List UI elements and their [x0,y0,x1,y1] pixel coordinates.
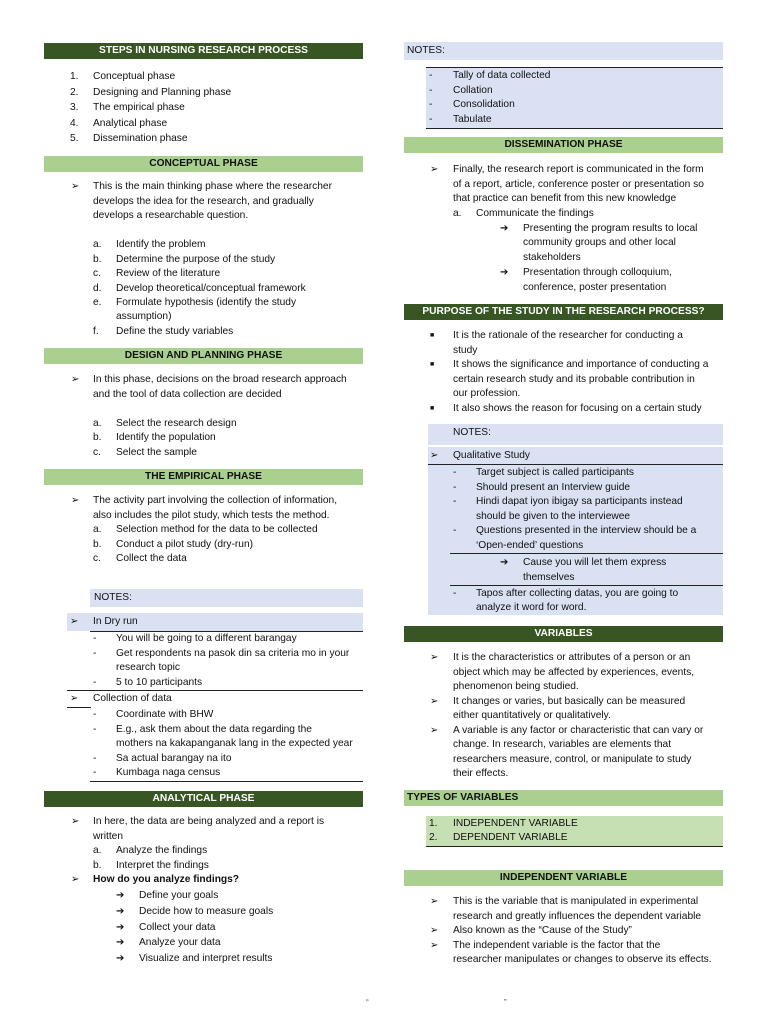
list-item: certain research study and its probable contribution in [453,373,695,385]
footer-open-quote: “ [366,998,369,1007]
list-item: researcher manipulates or changes to observe its effects. [453,954,712,965]
list-marker: b. [93,253,102,265]
list-item: Presenting the program results to local [523,222,698,234]
empirical-intro-line: The activity part involving the collection of information, [93,495,338,506]
square-bullet-icon: ■ [430,404,435,412]
list-item: Select the sample [116,446,197,458]
list-marker: - [93,633,97,644]
list-marker: - [93,752,97,764]
list-marker: a. [93,524,102,535]
list-item: 2. [70,86,79,98]
list-item: study [453,344,478,356]
right-arrow-icon: ➔ [116,890,125,901]
empirical-header: THE EMPIRICAL PHASE [44,469,363,485]
list-marker: - [93,676,97,688]
variables-header: VARIABLES [404,626,723,642]
list-marker: - [429,113,433,125]
notes-label: NOTES: [94,592,132,603]
list-item: Sa actual barangay na ito [116,752,232,764]
list-marker: - [453,467,457,478]
list-item: Should present an Interview guide [476,481,631,493]
right-arrow-icon: ➔ [116,921,125,933]
list-marker: - [453,481,457,493]
list-item: themselves [523,571,575,583]
square-bullet-icon: ■ [430,361,435,368]
divider [426,846,723,847]
list-item: Kumbaga naga census [116,767,221,778]
steps-header: STEPS IN NURSING RESEARCH PROCESS [44,43,363,59]
arrowhead-bullet-icon: ➢ [430,695,439,707]
list-marker: a. [93,845,102,856]
list-item: researchers measure, control, or manipulate to study [453,753,692,765]
dry-run-label: In Dry run [93,616,138,627]
list-item: The independent variable is the factor that the [453,939,661,951]
list-item: Also known as the “Cause of the Study” [453,925,632,936]
list-item: You will be going to a different barangay [116,633,297,644]
list-item: This is the variable that is manipulated in experimental [453,896,699,907]
list-item-text: Designing and Planning phase [93,86,232,98]
list-item: conference, poster presentation [523,281,667,293]
list-item: Analyze the findings [116,845,208,856]
divider [67,707,91,708]
list-item: Presentation through colloquium, [523,267,672,278]
arrowhead-bullet-icon: ➢ [70,693,79,704]
list-item: Visualize and interpret results [139,953,273,964]
list-marker: 1. [429,818,438,829]
list-item: Tally of data collected [453,70,551,81]
list-item-text: The empirical phase [93,102,185,113]
list-marker: c. [93,446,101,458]
arrowhead-bullet-icon: ➢ [430,724,439,736]
dissemination-intro-line: that practice can benefit from this new knowledge [453,193,677,204]
list-item: Tabulate [453,113,492,125]
notes-label: NOTES: [453,427,491,438]
divider [426,128,723,129]
arrowhead-bullet-icon: ➢ [430,925,439,936]
list-item: Collect your data [139,921,216,933]
conceptual-intro-line: develops the idea for the research, and gradually [93,195,314,207]
list-item: Communicate the findings [476,207,594,219]
list-item: assumption) [116,311,172,322]
list-item: ‘Open-ended’ questions [476,539,584,551]
list-marker: e. [93,297,102,308]
purpose-header: PURPOSE OF THE STUDY IN THE RESEARCH PROCESS? [404,304,723,320]
right-arrow-icon: ➔ [116,937,125,948]
list-item: Select the research design [116,417,237,429]
arrowhead-bullet-icon: ➢ [430,896,439,907]
arrowhead-bullet-icon: ➢ [71,374,80,385]
list-item: INDEPENDENT VARIABLE [453,818,578,829]
list-item: Interpret the findings [116,860,209,871]
list-item: It changes or varies, but basically can be measured [453,695,686,707]
list-item: Define the study variables [116,325,234,337]
list-item: DEPENDENT VARIABLE [453,832,568,843]
list-marker: - [429,70,433,81]
list-item: Coordinate with BHW [116,709,214,720]
right-arrow-icon: ➔ [500,267,509,278]
arrowhead-bullet-icon: ➢ [71,181,80,192]
divider [90,781,363,782]
list-item: object which may be affected by experiences, events, [453,666,695,678]
list-marker: - [93,767,97,778]
list-item: phenomenon being studied. [453,681,579,692]
right-arrow-icon: ➔ [116,905,125,917]
list-item: Define your goals [139,890,219,901]
list-item: analyze it word for word. [476,602,587,613]
divider [426,67,723,68]
list-item: Review of the literature [116,268,221,279]
independent-header: INDEPENDENT VARIABLE [404,870,723,886]
list-marker: - [93,709,97,720]
list-item: Questions presented in the interview should be a [476,525,697,536]
arrowhead-bullet-icon: ➢ [71,495,80,506]
list-marker: b. [93,538,102,550]
list-marker: f. [93,325,99,337]
list-item: Identify the population [116,432,216,443]
list-item: Identify the problem [116,239,206,250]
empirical-intro-line: also includes the pilot study, which tests the method. [93,509,330,521]
right-arrow-icon: ➔ [116,953,125,964]
design-header: DESIGN AND PLANNING PHASE [44,348,363,364]
list-item: Decide how to measure goals [139,905,274,917]
list-item: 5. [70,133,79,144]
divider [428,464,723,465]
arrowhead-bullet-icon: ➢ [430,652,439,663]
arrowhead-bullet-icon: ➢ [71,874,80,885]
arrowhead-bullet-icon: ➢ [430,450,439,461]
list-item: Selection method for the data to be collected [116,524,318,535]
list-item: our profession. [453,388,521,399]
list-item: A variable is any factor or characteristic that can vary or [453,724,704,736]
right-arrow-icon: ➔ [500,557,509,568]
list-item: research topic [116,662,180,673]
list-item: change. In research, variables are elements that [453,739,672,750]
list-item: Hindi dapat iyon ibigay sa participants instead [476,496,683,507]
list-item: Collation [453,84,493,96]
list-marker: - [453,587,457,599]
dissemination-intro-line: Finally, the research report is communicated in the form [453,164,704,175]
list-item: It is the characteristics or attributes of a person or an [453,652,691,663]
types-header: TYPES OF VARIABLES [404,790,723,806]
list-marker: c. [93,553,101,564]
footer-close-quote: ” [504,998,507,1007]
list-item: Develop theoretical/conceptual framework [116,282,306,294]
notes-box [404,42,723,60]
list-marker: a. [93,239,102,250]
list-item-text: Analytical phase [93,117,168,129]
list-marker: a. [453,207,462,219]
dissemination-header: DISSEMINATION PHASE [404,137,723,153]
list-item-text: Conceptual phase [93,71,176,82]
list-item: Formulate hypothesis (identify the study [116,297,297,308]
list-item: 4. [70,117,79,129]
list-marker: - [453,496,457,507]
list-item: E.g., ask them about the data regarding the [116,723,312,735]
list-marker: - [93,647,97,659]
analytical-intro-line: In here, the data are being analyzed and a report is [93,816,325,827]
how-label: How do you analyze findings? [93,874,240,885]
design-intro-line: In this phase, decisions on the broad research approach [93,374,347,385]
list-item: Cause you will let them express [523,557,667,568]
list-item-text: Dissemination phase [93,133,188,144]
list-item: 3. [70,102,79,113]
list-item: Consolidation [453,99,515,110]
list-item: stakeholders [523,251,581,263]
collection-label: Collection of data [93,693,172,704]
dissemination-intro-line: of a report, article, conference poster or presentation so [453,178,704,190]
conceptual-header: CONCEPTUAL PHASE [44,156,363,172]
right-arrow-icon: ➔ [500,222,509,234]
list-item: either quantitatively or qualitatively. [453,710,611,721]
list-item: It also shows the reason for focusing on a certain study [453,402,702,414]
list-item: Collect the data [116,553,187,564]
list-marker: d. [93,282,102,294]
list-item: Determine the purpose of the study [116,253,276,265]
list-item: community groups and other local [523,237,676,248]
divider [450,553,723,554]
list-item: Get respondents na pasok din sa criteria mo in your [116,647,350,659]
list-item: It is the rationale of the researcher for conducting a [453,330,683,341]
list-marker: - [429,99,433,110]
list-item: research and greatly influences the dependent variable [453,910,702,922]
list-marker: c. [93,268,101,279]
list-item: 5 to 10 participants [116,676,203,688]
conceptual-intro-line: develops a researchable question. [93,210,249,221]
notes-label: NOTES: [407,45,445,56]
list-marker: b. [93,860,102,871]
analytical-intro-line: written [93,830,124,842]
square-bullet-icon: ■ [430,332,435,339]
list-item: their effects. [453,768,509,779]
divider [67,690,363,691]
list-item: should be given to the interviewee [476,510,631,522]
conceptual-intro-line: This is the main thinking phase where the researcher [93,181,332,192]
list-marker: 2. [429,832,438,843]
arrowhead-bullet-icon: ➢ [430,939,439,951]
design-intro-line: and the tool of data collection are decided [93,388,282,400]
list-item: Target subject is called participants [476,467,634,478]
qualitative-label: Qualitative Study [453,450,531,461]
list-item: Analyze your data [139,937,221,948]
list-item: Tapos after collecting datas, you are going to [476,587,679,599]
list-item: mothers na kakapanganak lang in the expected year [116,738,353,749]
list-marker: - [453,525,457,536]
analytical-header: ANALYTICAL PHASE [44,791,363,807]
list-marker: b. [93,432,102,443]
list-marker: a. [93,417,102,429]
list-marker: - [429,84,433,96]
arrowhead-bullet-icon: ➢ [70,616,79,627]
arrowhead-bullet-icon: ➢ [430,164,439,175]
list-item: Conduct a pilot study (dry-run) [116,538,254,550]
list-item: It shows the significance and importance of conducting a [453,359,709,370]
list-marker: - [93,723,97,735]
arrowhead-bullet-icon: ➢ [71,816,80,827]
list-item: 1. [70,71,79,82]
